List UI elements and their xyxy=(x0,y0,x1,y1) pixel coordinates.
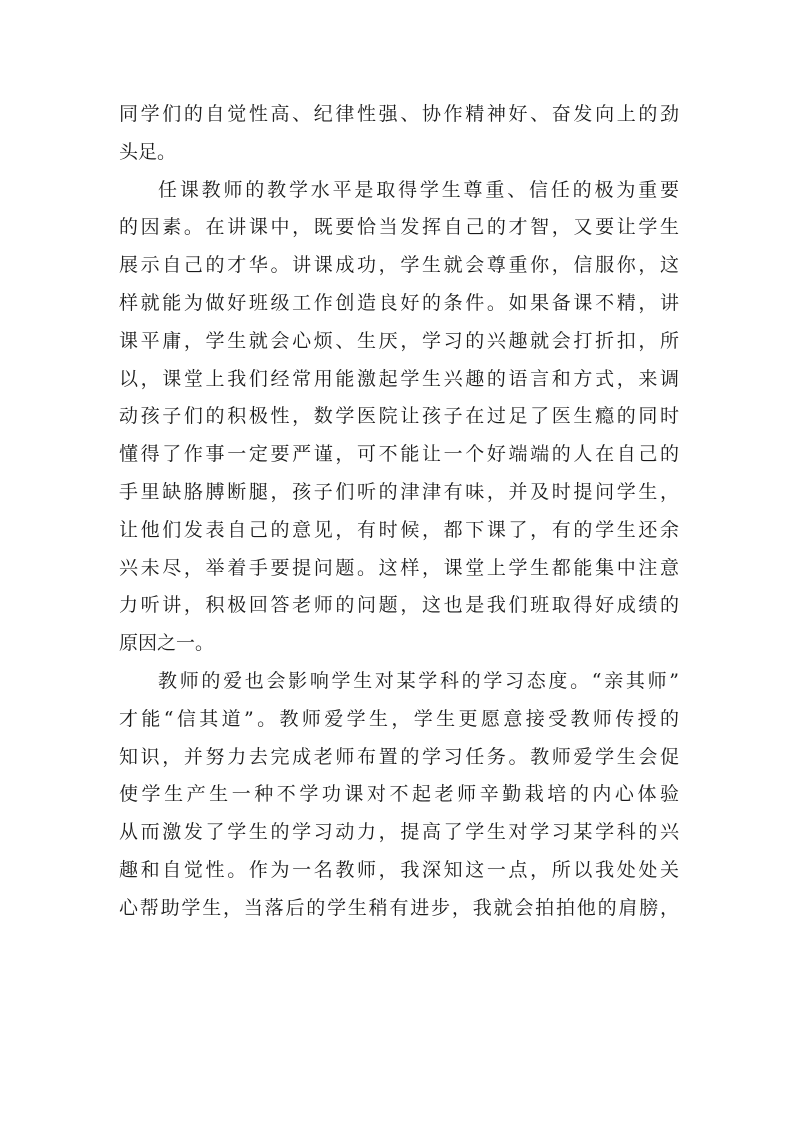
text-line: 的因素。在讲课中，既要恰当发挥自己的才智，又要让学生 xyxy=(119,216,679,239)
text-line: 以，课堂上我们经常用能激起学生兴趣的语言和方式，来调 xyxy=(119,367,679,390)
text-line: 趣和自觉性。作为一名教师，我深知这一点，所以我处处关 xyxy=(119,858,679,881)
body-text xyxy=(119,96,679,928)
text-line: 才能“信其道”。教师爱学生，学生更愿意接受教师传授的 xyxy=(119,707,679,730)
text-line: 使学生产生一种不学功课对不起老师辛勤栽培的内心体验 xyxy=(119,783,679,806)
text-line: 同学们的自觉性高、纪律性强、协作精神好、奋发向上的劲 xyxy=(119,103,679,125)
text-line: 手里缺胳膊断腿，孩子们听的津津有味，并及时提问学生， xyxy=(119,480,679,503)
text-line: 课平庸，学生就会心烦、生厌，学习的兴趣就会打折扣，所 xyxy=(119,329,679,352)
paragraph-first-line: 教师的爱也会影响学生对某学科的学习态度。“亲其师” xyxy=(158,669,679,692)
text-line: 动孩子们的积极性，数学医院让孩子在过足了医生瘾的同时 xyxy=(119,405,679,428)
text-line: 展示自己的才华。讲课成功，学生就会尊重你，信服你，这 xyxy=(119,254,679,277)
text-line: 原因之一。 xyxy=(119,632,215,655)
text-line: 让他们发表自己的意见，有时候，都下课了，有的学生还余 xyxy=(119,518,679,541)
text-line: 从而激发了学生的学习动力，提高了学生对学习某学科的兴 xyxy=(119,821,679,844)
text-line: 知识，并努力去完成老师布置的学习任务。教师爱学生会促 xyxy=(119,745,679,768)
text-line: 头足。 xyxy=(119,140,177,163)
text-line: 力听讲，积极回答老师的问题，这也是我们班取得好成绩的 xyxy=(119,594,679,617)
text-line: 兴未尽，举着手要提问题。这样，课堂上学生都能集中注意 xyxy=(119,556,679,579)
paragraph-first-line: 任课教师的教学水平是取得学生尊重、信任的极为重要 xyxy=(158,178,679,201)
text-line: 懂得了作事一定要严谨，可不能让一个好端端的人在自己的 xyxy=(119,443,679,466)
text-line: 心帮助学生，当落后的学生稍有进步，我就会拍拍他的肩膀， xyxy=(119,896,679,919)
text-line: 样就能为做好班级工作创造良好的条件。如果备课不精，讲 xyxy=(119,291,679,314)
